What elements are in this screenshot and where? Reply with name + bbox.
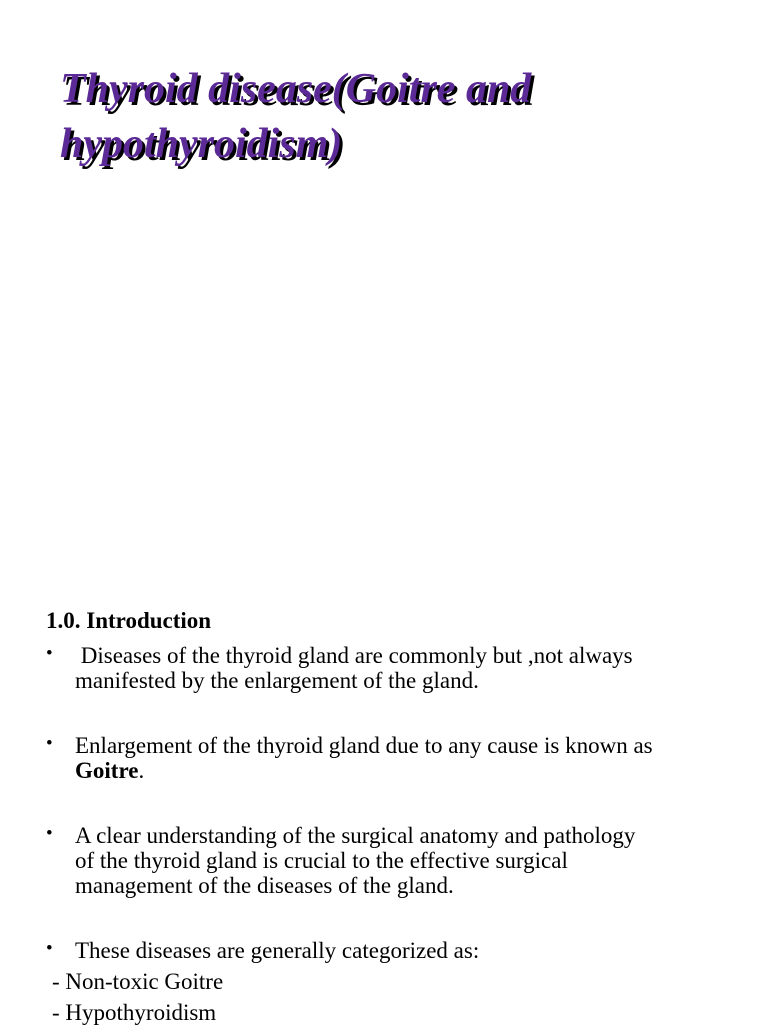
bullet-text: A clear understanding of the surgical anatomy and pathology [75,823,636,848]
bullet-icon: • [46,823,53,844]
bullet-icon: • [46,643,53,664]
bullet-text: Enlargement of the thyroid gland due to any cause is known as [75,733,653,758]
list-item [46,823,736,898]
bullet-text-term [75,758,736,783]
list-item [46,733,736,783]
list-item [46,643,736,693]
goitre-term: Goitre [75,758,139,783]
list-item [46,938,736,963]
title-line-2: hypothyroidism) [60,121,343,167]
sub-item-non-toxic-goitre: - Non-toxic Goitre [52,969,224,994]
introduction-section [46,608,736,1025]
bullet-icon: • [46,733,53,754]
bullet-text: management of the diseases of the gland. [75,873,454,898]
bullet-text: These diseases are generally categorized as: [75,938,480,963]
sub-item-hypothyroidism: - Hypothyroidism [52,1000,217,1025]
bullet-text: manifested by the enlargement of the gland. [75,668,479,693]
bullet-icon: • [46,938,53,959]
section-heading: 1.0. Introduction [46,608,212,633]
term-suffix: . [138,758,145,783]
bullet-text: of the thyroid gland is crucial to the effective surgical [75,848,568,873]
page-title [60,62,740,172]
title-line-1: Thyroid disease(Goitre and [60,66,532,112]
bullet-text: Diseases of the thyroid gland are commonly but ,not always [75,643,633,668]
